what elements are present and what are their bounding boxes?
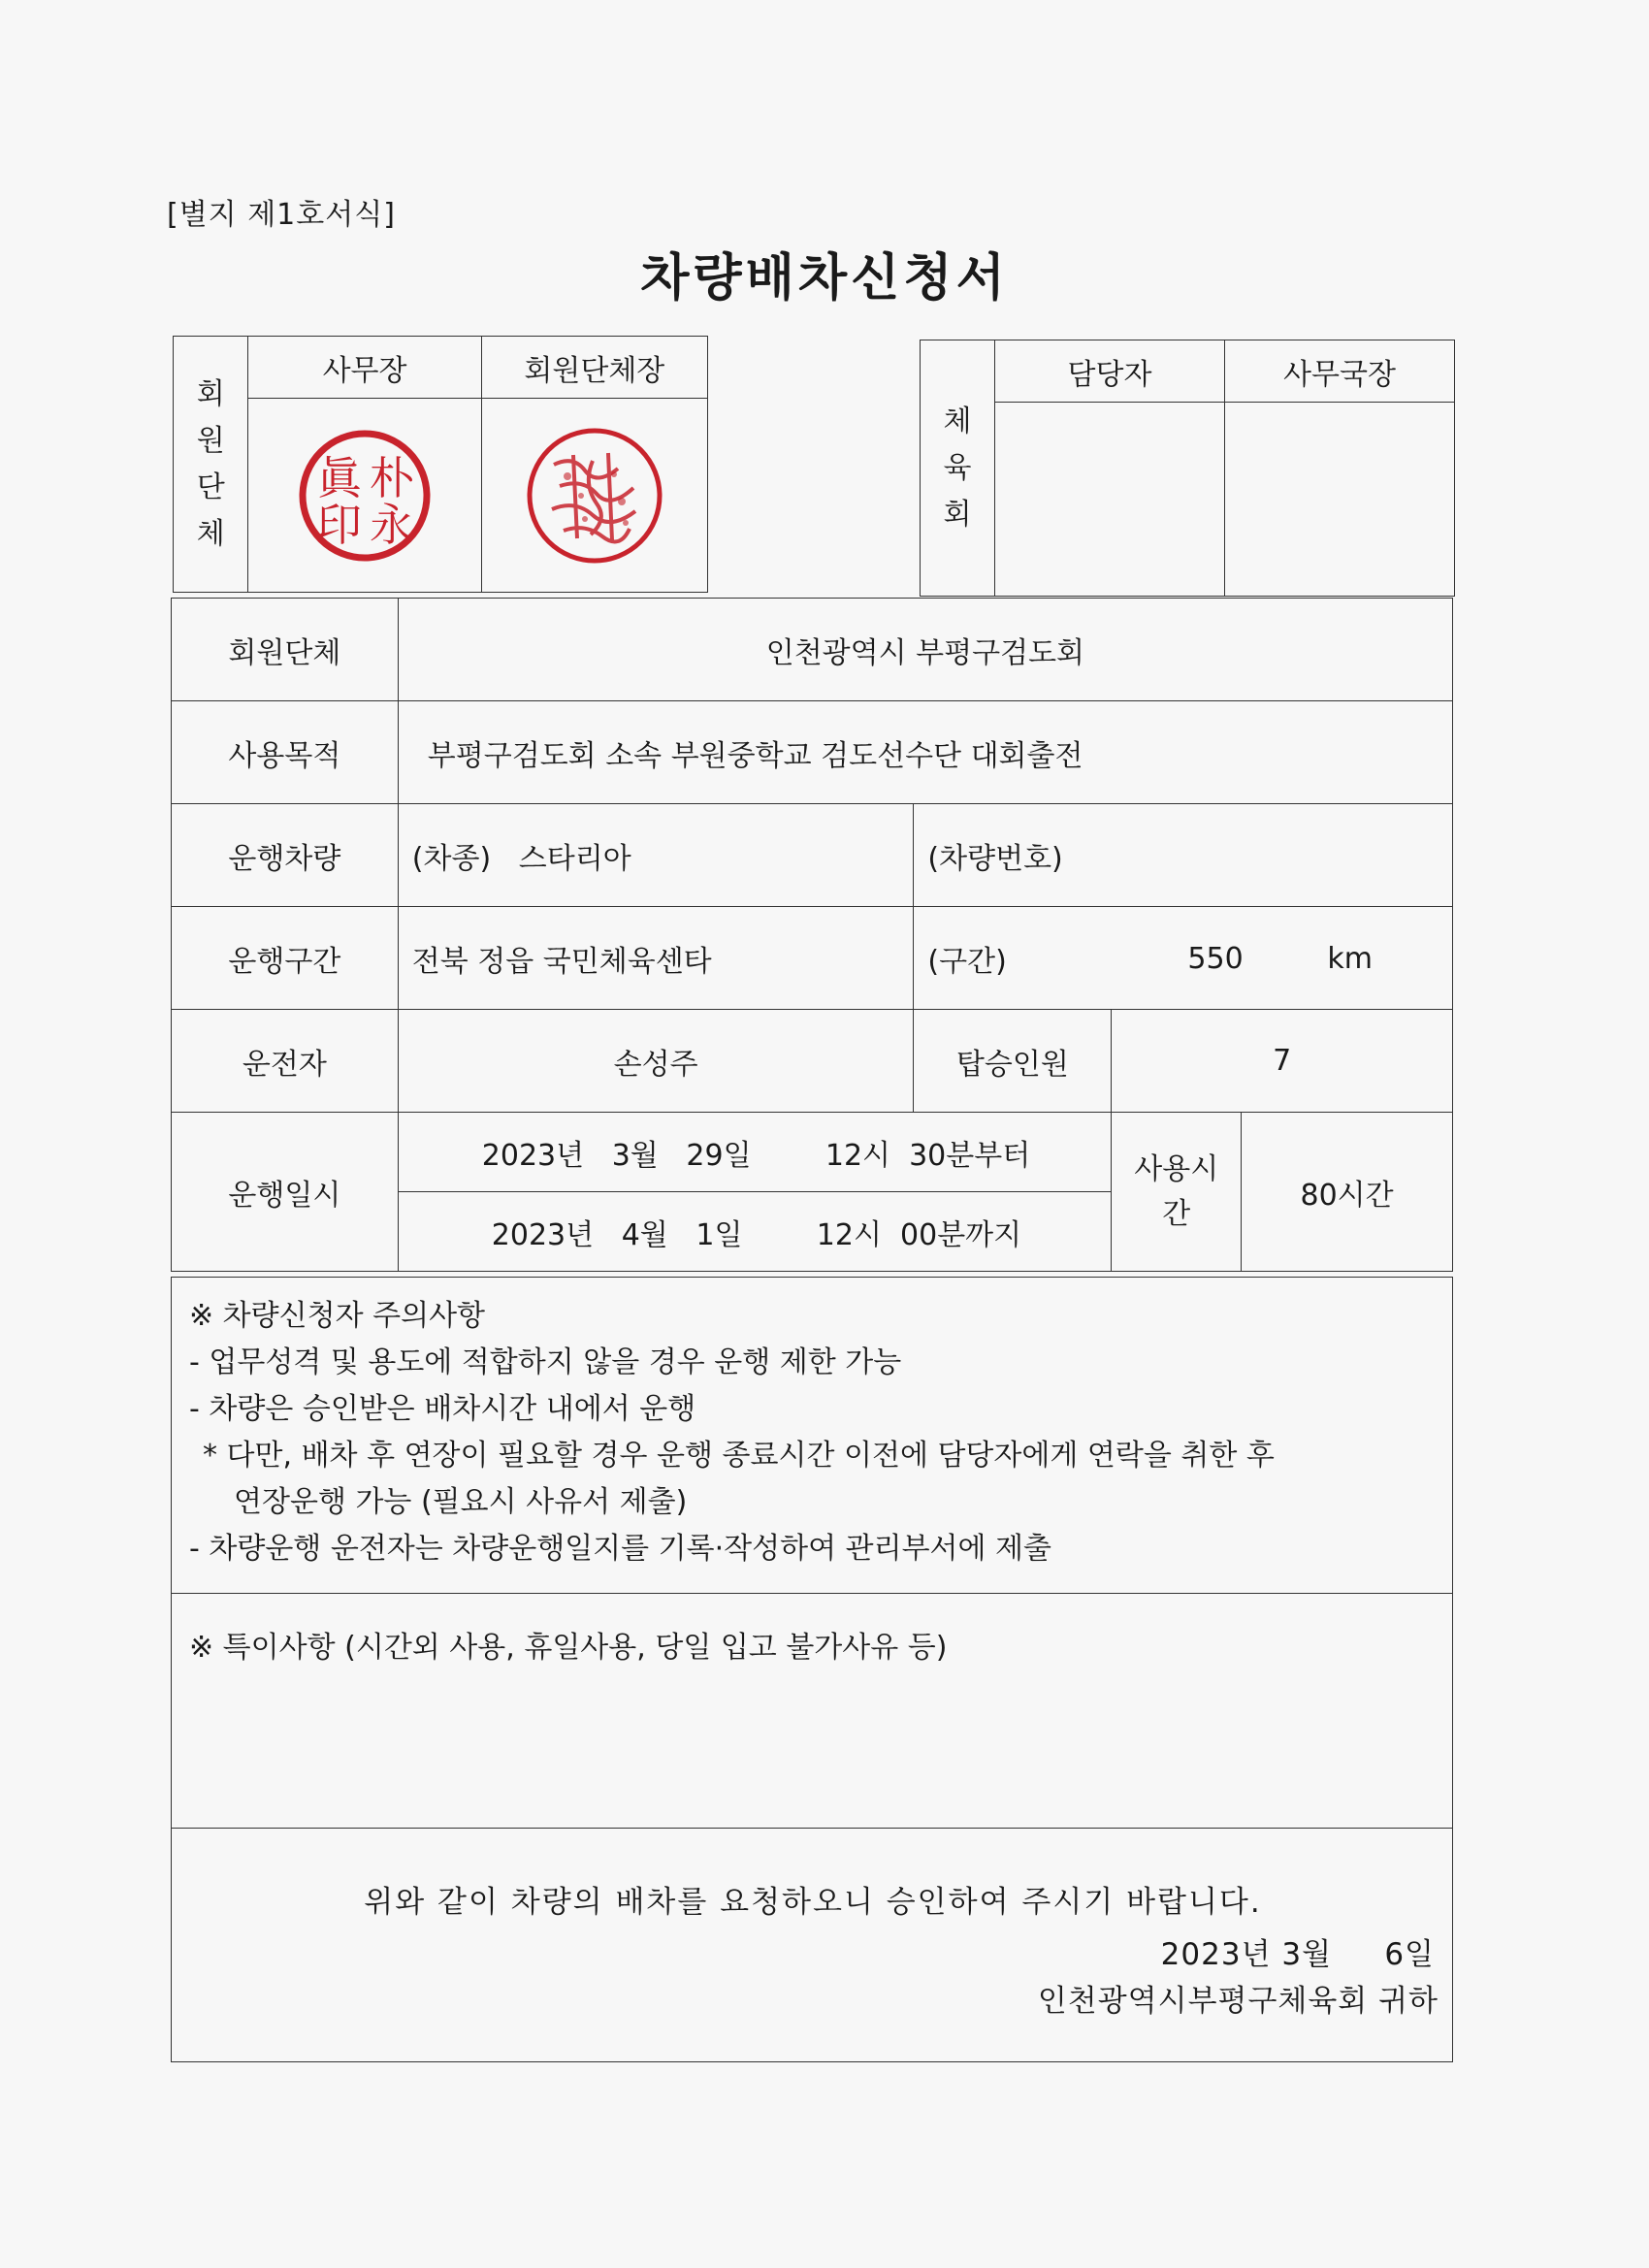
secretary-header: 사무장	[248, 337, 481, 399]
vehicle-number-cell	[914, 804, 1453, 907]
distance-label: (구간)	[927, 944, 1007, 979]
svg-text:眞: 眞	[317, 451, 363, 504]
application-date: 2023년 3월 6일	[1160, 1937, 1435, 1972]
purpose-label: 사용목적	[172, 701, 399, 804]
staff-in-charge-sign-cell	[995, 403, 1225, 597]
distance-unit: km	[1327, 942, 1374, 976]
member-org-side-label: 회 원 단 체	[174, 337, 248, 593]
special-remarks-section	[171, 1593, 1453, 1829]
request-statement: 위와 같이 차량의 배차를 요청하오니 승인하여 주시기 바랍니다.	[364, 1885, 1262, 1920]
vehicle-type-value: 스타리아	[518, 841, 631, 876]
form-number-label: [별지 제1호서식]	[167, 198, 396, 232]
usage-time-value: 80시간	[1242, 1113, 1453, 1272]
member-approval-block	[173, 336, 708, 593]
sports-council-side-label: 체 육 회	[921, 340, 995, 597]
route-value: 전북 정읍 국민체육센타	[398, 907, 914, 1010]
staff-in-charge-header: 담당자	[995, 340, 1225, 403]
notes-line-3: * 다만, 배차 후 연장이 필요할 경우 운행 종료시간 이전에 담당자에게 연락을 취한 후	[203, 1439, 1275, 1473]
vehicle-type-label: (차종)	[411, 841, 492, 876]
driver-label: 운전자	[172, 1010, 399, 1113]
red-name-seal	[297, 428, 433, 564]
sports-council-approval-block	[920, 340, 1455, 597]
member-org-label: 회원단체	[172, 599, 399, 701]
driver-value: 손성주	[398, 1010, 914, 1113]
notes-line-5: - 차량운행 운전자는 차량운행일지를 기록·작성하여 관리부서에 제출	[189, 1532, 1052, 1566]
notes-heading: ※ 차량신청자 주의사항	[189, 1299, 486, 1333]
closing-section	[171, 1828, 1453, 2062]
usage-time-label: 사용시 간	[1112, 1113, 1242, 1272]
remarks-heading: ※ 특이사항 (시간외 사용, 휴일사용, 당일 입고 불가사유 등)	[189, 1631, 948, 1665]
vehicle-number-label: (차량번호)	[927, 841, 1063, 876]
start-datetime: 2023년 3월 29일 12시 30분부터	[398, 1113, 1111, 1192]
addressee: 인천광역시부평구체육회 귀하	[1037, 1984, 1439, 2019]
svg-text:印: 印	[317, 498, 363, 551]
route-label: 운행구간	[172, 907, 399, 1010]
applicant-notes-section	[171, 1277, 1453, 1594]
secretary-general-header: 사무국장	[1225, 340, 1455, 403]
vehicle-request-table	[171, 598, 1453, 1272]
end-datetime: 2023년 4월 1일 12시 00분까지	[398, 1192, 1111, 1272]
svg-text:永: 永	[370, 498, 415, 551]
vehicle-type-cell	[398, 804, 914, 907]
notes-line-1: - 업무성격 및 용도에 적합하지 않을 경우 운행 제한 가능	[189, 1345, 902, 1379]
red-official-seal	[525, 426, 664, 566]
distance-value: 550	[1187, 942, 1244, 976]
notes-line-4: 연장운행 가능 (필요시 사유서 제출)	[234, 1485, 688, 1519]
datetime-label: 운행일시	[172, 1113, 399, 1272]
svg-text:朴: 朴	[370, 451, 415, 504]
secretary-sign-cell	[248, 399, 481, 593]
org-head-sign-cell	[481, 399, 707, 593]
distance-cell	[914, 907, 1453, 1010]
secretary-general-sign-cell	[1225, 403, 1455, 597]
document-title: 차량배차신청서	[640, 249, 1009, 308]
org-head-header: 회원단체장	[481, 337, 707, 399]
vehicle-label: 운행차량	[172, 804, 399, 907]
member-org-value: 인천광역시 부평구검도회	[398, 599, 1452, 701]
passengers-value: 7	[1112, 1010, 1453, 1113]
notes-line-2: - 차량은 승인받은 배차시간 내에서 운행	[189, 1392, 696, 1426]
passengers-label: 탑승인원	[914, 1010, 1112, 1113]
purpose-value: 부평구검도회 소속 부원중학교 검도선수단 대회출전	[398, 701, 1452, 804]
